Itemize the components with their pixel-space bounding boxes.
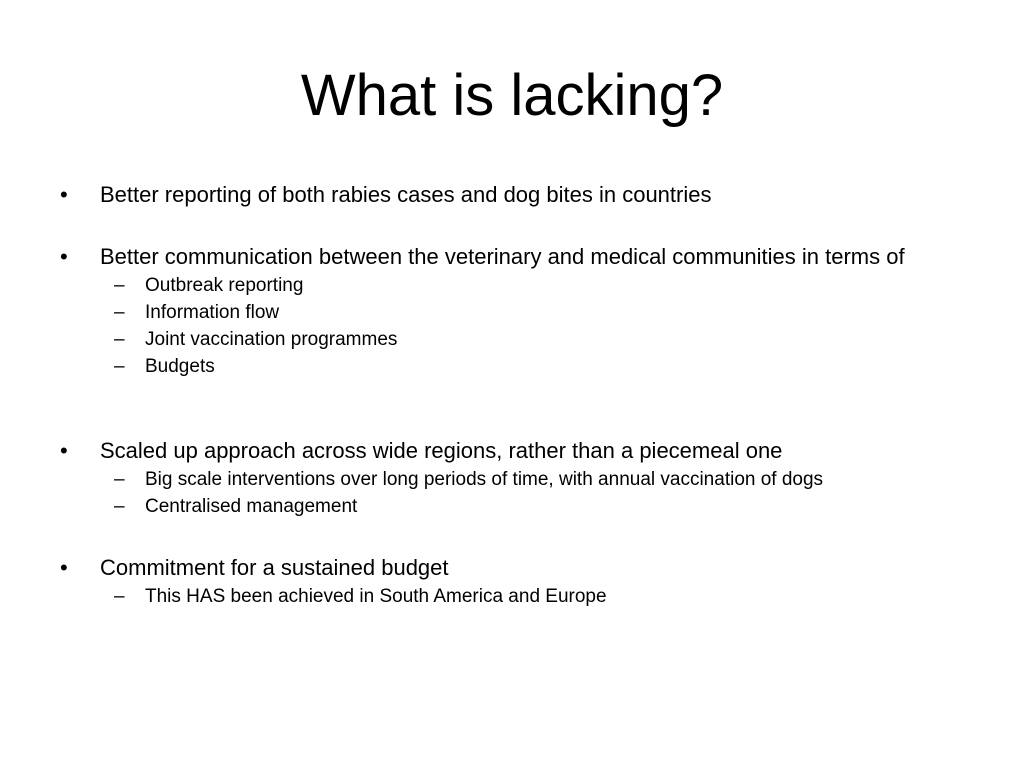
sub-bullet-marker: – — [114, 496, 125, 517]
sub-bullet-text: Big scale interventions over long periods of time, with annual vaccination of dogs — [145, 469, 824, 490]
sub-bullet-item — [0, 302, 1024, 323]
sub-bullet-item — [0, 586, 1024, 607]
sub-bullet-marker: – — [114, 302, 125, 323]
bullet-marker: • — [60, 438, 68, 463]
bullet-row — [0, 439, 1024, 463]
bullet-item — [0, 183, 1024, 207]
bullet-text: Commitment for a sustained budget — [100, 555, 449, 580]
bullet-item — [0, 439, 1024, 517]
bullet-text: Better reporting of both rabies cases and dog bites in countries — [100, 182, 712, 207]
sub-bullet-item — [0, 469, 1024, 490]
bullet-text: Better communication between the veterinary and medical communities in terms of — [100, 244, 905, 269]
sub-bullet-item — [0, 329, 1024, 350]
sub-bullet-text: Information flow — [145, 302, 280, 323]
sub-bullet-text: Joint vaccination programmes — [145, 329, 398, 350]
bullet-row — [0, 556, 1024, 580]
sub-bullet-text: This HAS been achieved in South America and Europe — [145, 586, 607, 607]
bullet-row — [0, 183, 1024, 207]
sub-bullet-marker: – — [114, 275, 125, 296]
sub-bullet-marker: – — [114, 469, 125, 490]
bullet-item — [0, 556, 1024, 607]
sub-bullet-text: Centralised management — [145, 496, 358, 517]
sub-bullet-item — [0, 356, 1024, 377]
bullet-marker: • — [60, 182, 68, 207]
bullet-text: Scaled up approach across wide regions, rather than a piecemeal one — [100, 438, 783, 463]
bullet-marker: • — [60, 555, 68, 580]
slide-title: What is lacking? — [300, 63, 724, 128]
bullet-row — [0, 245, 1024, 269]
sub-bullet-text: Budgets — [145, 356, 215, 377]
sub-bullet-marker: – — [114, 356, 125, 377]
bullet-item — [0, 245, 1024, 377]
bullet-marker: • — [60, 244, 68, 269]
sub-bullet-item — [0, 275, 1024, 296]
sub-bullet-item — [0, 496, 1024, 517]
sub-bullet-marker: – — [114, 586, 125, 607]
sub-bullet-text: Outbreak reporting — [145, 275, 304, 296]
sub-bullet-marker: – — [114, 329, 125, 350]
